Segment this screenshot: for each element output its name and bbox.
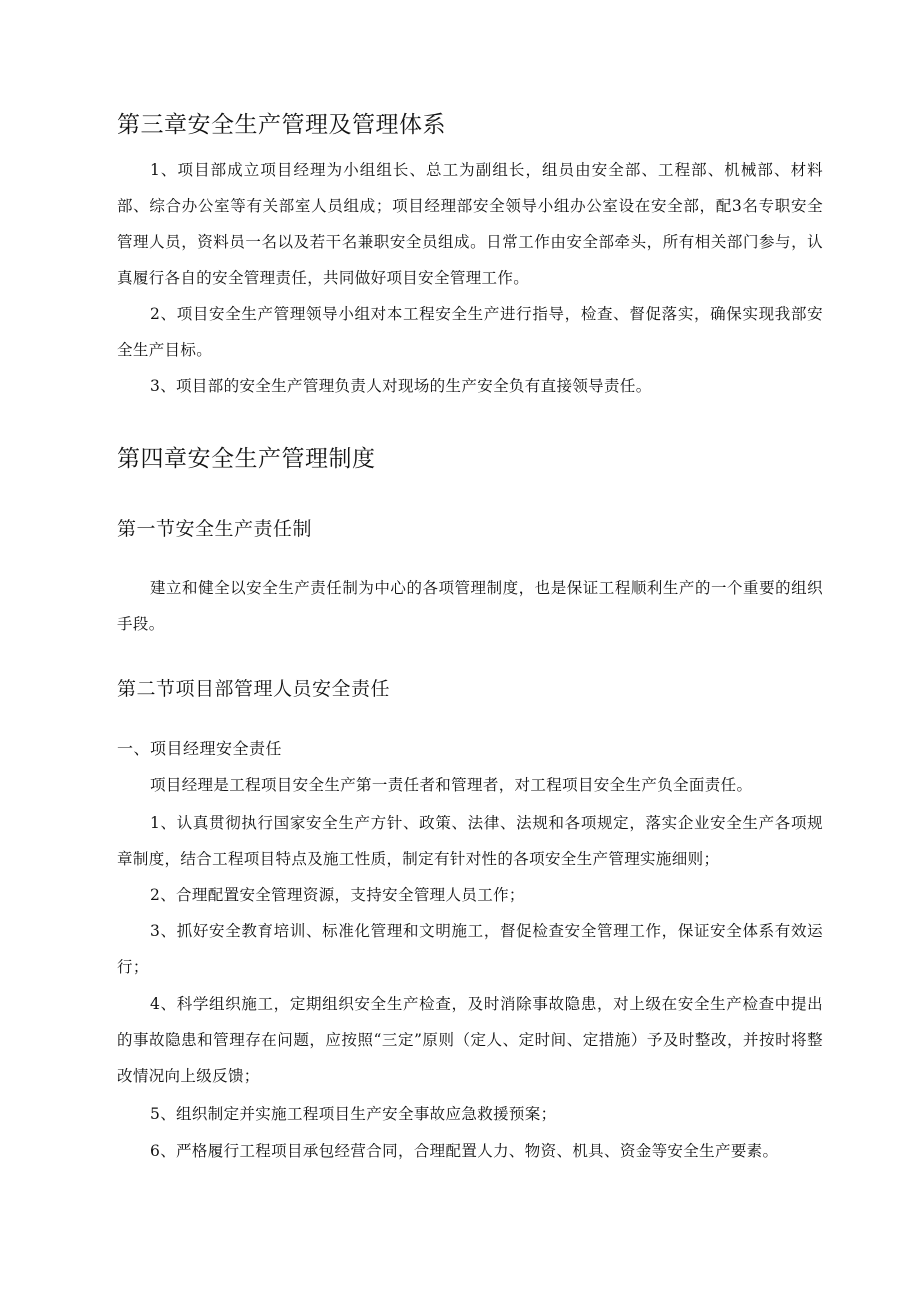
subsection1-item-1: 1、认真贯彻执行国家安全生产方针、政策、法律、法规和各项规定，落实企业安全生产各项规章制度，结合工程项目特点及施工性质，制定有针对性的各项安全生产管理实施细则； xyxy=(117,814,823,868)
subsection1-item-2: 2、合理配置安全管理资源，支持安全管理人员工作； xyxy=(150,886,525,904)
chapter3-title: 第三章安全生产管理及管理体系 xyxy=(117,112,446,138)
subsection1-title: 一、项目经理安全责任 xyxy=(117,739,283,758)
section1-paragraph: 建立和健全以安全生产责任制为中心的各项管理制度，也是保证工程顺利生产的一个重要的组织手段。 xyxy=(117,579,823,633)
subsection1-item-6: 6、严格履行工程项目承包经营合同，合理配置人力、物资、机具、资金等安全生产要素。 xyxy=(150,1142,779,1160)
section2-title: 第二节项目部管理人员安全责任 xyxy=(117,678,391,700)
subsection1-item-5: 5、组织制定并实施工程项目生产安全事故应急救援预案； xyxy=(150,1105,557,1123)
chapter3-paragraph-1: 1、项目部成立项目经理为小组组长、总工为副组长，组员由安全部、工程部、机械部、材料部、综合办公室等有关部室人员组成；项目经理部安全领导小组办公室设在安全部，配3名专职安全管理人员，资料员一名以及若干名兼职安全员组成。日常工作由安全部牵头，所有相关部门参与，认真履行各自的安全管理责任，共同做好项目安全管理工作。 xyxy=(117,161,823,287)
subsection1-item-3: 3、抓好安全教育培训、标准化管理和文明施工，督促检查安全管理工作，保证安全体系有效运行； xyxy=(117,922,823,976)
chapter4-title: 第四章安全生产管理制度 xyxy=(117,446,376,472)
section1-title: 第一节安全生产责任制 xyxy=(117,518,313,540)
chapter3-paragraph-2: 2、项目安全生产管理领导小组对本工程安全生产进行指导，检查、督促落实，确保实现我部安全生产目标。 xyxy=(117,305,823,359)
subsection1-intro: 项目经理是工程项目安全生产第一责任者和管理者，对工程项目安全生产负全面责任。 xyxy=(150,776,753,794)
subsection1-item-4: 4、科学组织施工，定期组织安全生产检查，及时消除事故隐患，对上级在安全生产检查中提出的事故隐患和管理存在问题，应按照“三定”原则（定人、定时间、定措施）予及时整改，并按时将整改情况向上级反馈； xyxy=(117,995,823,1085)
chapter3-paragraph-3: 3、项目部的安全生产管理负责人对现场的生产安全负有直接领导责任。 xyxy=(150,377,652,395)
